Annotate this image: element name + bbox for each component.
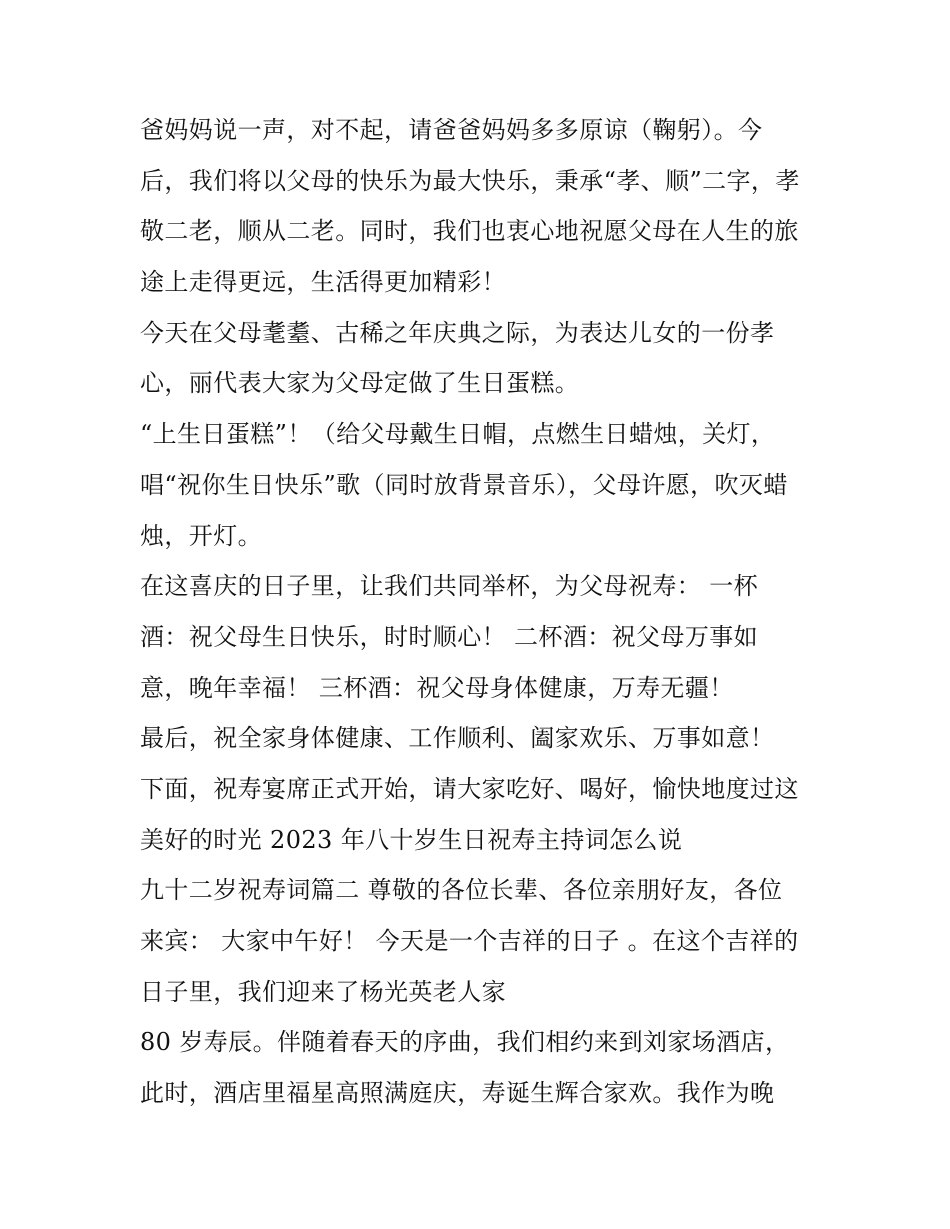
text-line: 爸妈妈说一声，对不起，请爸爸妈妈多多原谅（鞠躬）。今	[140, 116, 763, 144]
text-line: 意，晚年幸福！ 三杯酒：祝父母身体健康，万寿无疆！	[140, 673, 734, 702]
text-line: 美好的时光 2023 年八十岁生日祝寿主持词怎么说	[140, 825, 683, 854]
text-line: 敬二老，顺从二老。同时，我们也衷心地祝愿父母在人生的旅	[140, 217, 799, 246]
body-text	[140, 105, 830, 1119]
text-line: 酒：祝父母生日快乐，时时顺心！ 二杯酒：祝父母万事如	[140, 622, 759, 651]
text-line: 此时，酒店里福星高照满庭庆，寿诞生辉合家欢。我作为晚	[140, 1079, 775, 1108]
text-line: 唱“祝你生日快乐”歌（同时放背景音乐），父母许愿，吹灭蜡	[140, 470, 788, 499]
text-line: 在这喜庆的日子里，让我们共同举杯，为父母祝寿： 一杯	[140, 572, 759, 601]
text-line: 最后，祝全家身体健康、工作顺利、阖家欢乐、万事如意！	[140, 724, 775, 753]
text-line: 日子里，我们迎来了杨光英老人家	[140, 977, 506, 1006]
text-line: 途上走得更远，生活得更加精彩！	[140, 268, 506, 297]
text-line: 来宾： 大家中午好！ 今天是一个吉祥的日子 。在这个吉祥的	[140, 927, 799, 955]
text-line: 下面，祝寿宴席正式开始，请大家吃好、喝好，愉快地度过这	[140, 774, 799, 803]
text-line: 烛，开灯。	[140, 521, 262, 550]
text-line: 80 岁寿辰。伴随着春天的序曲，我们相约来到刘家场酒店，	[140, 1028, 790, 1057]
text-line: 今天在父母耄耋、古稀之年庆典之际，为表达儿女的一份孝	[140, 318, 775, 347]
text-line: “上生日蛋糕”！（给父母戴生日帽，点燃生日蜡烛，关灯，	[140, 420, 776, 449]
text-line: 心，丽代表大家为父母定做了生日蛋糕。	[140, 369, 580, 398]
text-line: 九十二岁祝寿词篇二 尊敬的各位长辈、各位亲朋好友，各位	[140, 876, 783, 905]
text-line: 后，我们将以父母的快乐为最大快乐，秉承“孝、顺”二字，孝	[140, 166, 800, 195]
